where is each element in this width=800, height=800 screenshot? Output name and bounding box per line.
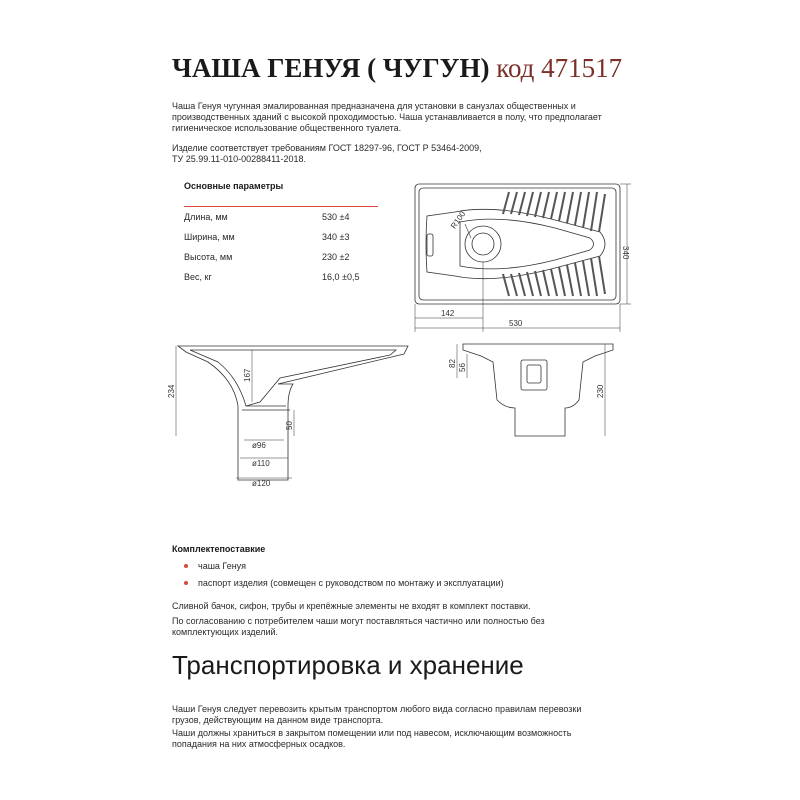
kit-item-label: паспорт изделия (совмещен с руководством по монтажу и эксплуатации) bbox=[198, 578, 504, 588]
top-view-drawing bbox=[405, 178, 635, 336]
param-label: Вес, кг bbox=[184, 272, 212, 282]
dim-530: 530 bbox=[509, 319, 523, 328]
dim-50: 50 bbox=[285, 421, 294, 430]
bullet-icon bbox=[184, 581, 188, 585]
params-heading: Основные параметры bbox=[184, 181, 284, 191]
dim-82: 82 bbox=[448, 359, 457, 368]
param-value: 340 ±3 bbox=[322, 232, 350, 242]
text-line: комплектующих изделий. bbox=[172, 627, 279, 637]
transport-heading: Транспортировка и хранение bbox=[172, 650, 524, 680]
storage-paragraph bbox=[172, 728, 602, 750]
dim-d110: ø110 bbox=[252, 459, 270, 468]
text-line: Чаша Генуя чугунная эмалированная предназначена для установки в санузлах общественных и bbox=[172, 101, 576, 111]
text-line: ТУ 25.99.11-010-00288411-2018. bbox=[172, 154, 306, 164]
dim-230: 230 bbox=[596, 384, 605, 398]
dim-d120: ø120 bbox=[252, 479, 271, 488]
dim-d96: ø96 bbox=[252, 441, 266, 450]
param-row bbox=[184, 227, 378, 247]
product-code: код 471517 bbox=[496, 53, 623, 83]
text-line: По согласованию с потребителем чаши могут поставляться частично или полностью без bbox=[172, 616, 545, 626]
dim-radius: R100 bbox=[448, 209, 468, 231]
kit-note-2 bbox=[172, 616, 602, 638]
param-row bbox=[184, 207, 378, 227]
text-line: грузов, действующим на данном виде транспорта. bbox=[172, 715, 384, 725]
text-line: Изделие соответствует требованиям ГОСТ 18297-96, ГОСТ Р 53464-2009, bbox=[172, 143, 482, 153]
front-view-drawing bbox=[445, 338, 620, 438]
param-value: 530 ±4 bbox=[322, 212, 350, 222]
kit-item-label: чаша Генуя bbox=[198, 561, 246, 571]
side-view-drawing bbox=[168, 340, 418, 490]
param-label: Длина, мм bbox=[184, 212, 228, 222]
dim-167: 167 bbox=[243, 368, 252, 382]
list-item bbox=[184, 575, 504, 592]
param-label: Высота, мм bbox=[184, 252, 233, 262]
dim-142: 142 bbox=[441, 309, 455, 318]
param-value: 230 ±2 bbox=[322, 252, 350, 262]
kit-note: Сливной бачок, сифон, трубы и крепёжные элементы не входят в комплект поставки. bbox=[172, 601, 531, 611]
param-row bbox=[184, 247, 378, 267]
param-value: 16,0 ±0,5 bbox=[322, 272, 360, 282]
list-item bbox=[184, 558, 504, 575]
dim-234: 234 bbox=[167, 384, 176, 398]
page-title bbox=[172, 50, 622, 86]
text-line: попадания на них атмосферных осадков. bbox=[172, 739, 346, 749]
dim-width: 340 bbox=[621, 246, 630, 260]
params-table bbox=[184, 206, 378, 287]
bullet-icon bbox=[184, 564, 188, 568]
kit-heading: Комплектепоставкие bbox=[172, 544, 266, 554]
param-label: Ширина, мм bbox=[184, 232, 235, 242]
standards-paragraph bbox=[172, 143, 602, 165]
dim-56: 56 bbox=[458, 363, 467, 372]
intro-paragraph bbox=[172, 101, 602, 134]
transport-paragraph bbox=[172, 704, 602, 726]
text-line: Чаши должны храниться в закрытом помещении или под навесом, исключающим возможность bbox=[172, 728, 572, 738]
product-name: ЧАША ГЕНУЯ ( ЧУГУН) bbox=[172, 53, 490, 83]
text-line: производственных зданий с высокой проходимостью. Чаша устанавливается в полу, что предполагает bbox=[172, 112, 602, 122]
kit-list bbox=[184, 558, 504, 592]
param-row bbox=[184, 267, 378, 287]
text-line: гигиеническое использование общественного туалета. bbox=[172, 123, 402, 133]
text-line: Чаши Генуя следует перевозить крытым транспортом любого вида согласно правилам перевозки bbox=[172, 704, 582, 714]
